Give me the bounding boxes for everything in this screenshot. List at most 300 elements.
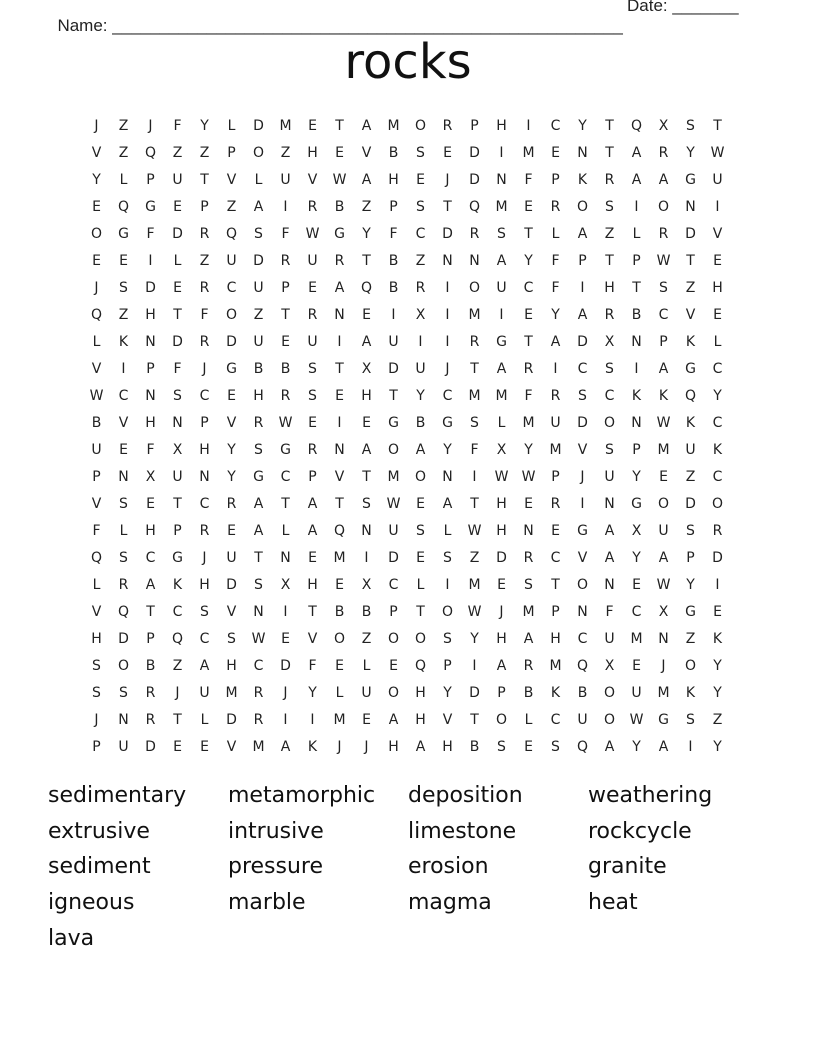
grid-letter: X (658, 117, 669, 134)
grid-letter: E (146, 495, 155, 512)
grid-letter: V (442, 711, 453, 728)
grid-letter: M (630, 630, 643, 647)
grid-letter: Y (362, 225, 371, 242)
grid-letter: S (254, 225, 263, 242)
grid-letter: V (118, 414, 129, 431)
grid-letter: S (92, 657, 101, 674)
grid-letter: S (92, 684, 101, 701)
grid-letter: U (361, 684, 372, 701)
word-bank-item: intrusive (228, 818, 324, 844)
grid-letter: A (415, 738, 426, 755)
grid-letter: G (442, 414, 453, 431)
grid-letter: T (173, 711, 182, 728)
grid-letter: J (499, 603, 504, 620)
grid-letter: R (307, 306, 318, 323)
grid-letter: D (145, 738, 156, 755)
grid-letter: J (202, 549, 207, 566)
grid-letter: S (443, 630, 452, 647)
grid-letter: A (199, 657, 210, 674)
grid-letter: Z (226, 198, 237, 215)
grid-letter: N (442, 252, 453, 269)
grid-letter: G (118, 225, 129, 242)
grid-letter: A (658, 549, 669, 566)
grid-letter: B (280, 360, 291, 377)
grid-letter: N (442, 468, 453, 485)
grid-letter: C (523, 279, 534, 296)
grid-letter: L (92, 333, 101, 350)
grid-letter: Q (90, 549, 103, 566)
grid-letter: H (145, 306, 156, 323)
word-bank-item: erosion (408, 854, 489, 880)
grid-letter: K (577, 171, 588, 188)
grid-letter: S (497, 225, 506, 242)
grid-letter: V (91, 144, 102, 161)
grid-letter: E (281, 630, 290, 647)
grid-letter: S (254, 576, 263, 593)
grid-letter: K (172, 576, 183, 593)
grid-letter: C (550, 711, 561, 728)
grid-letter: F (524, 171, 533, 188)
grid-letter: U (253, 279, 264, 296)
grid-letter: D (577, 414, 588, 431)
grid-letter: P (227, 144, 236, 161)
grid-letter: Z (685, 630, 696, 647)
grid-letter: R (550, 198, 561, 215)
grid-letter: Y (632, 468, 641, 485)
grid-letter: T (470, 360, 479, 377)
grid-letter: P (632, 252, 641, 269)
grid-letter: V (307, 171, 318, 188)
grid-letter: C (172, 603, 183, 620)
grid-letter: M (225, 684, 238, 701)
grid-letter: N (118, 711, 129, 728)
grid-letter: E (416, 171, 425, 188)
grid-letter: H (199, 576, 210, 593)
grid-letter: E (173, 279, 182, 296)
grid-letter: S (416, 522, 425, 539)
grid-letter: P (497, 684, 506, 701)
grid-letter: S (497, 738, 506, 755)
grid-letter: W (656, 414, 671, 431)
grid-letter: L (200, 711, 209, 728)
grid-letter: A (631, 171, 642, 188)
grid-letter: H (361, 387, 372, 404)
grid-letter: T (281, 495, 290, 512)
grid-letter: A (361, 333, 372, 350)
grid-letter: X (361, 576, 372, 593)
grid-letter: I (283, 711, 288, 728)
grid-letter: Y (578, 117, 587, 134)
grid-letter: F (551, 279, 560, 296)
grid-letter: A (604, 738, 615, 755)
grid-letter: A (307, 495, 318, 512)
grid-letter: A (631, 144, 642, 161)
grid-letter: L (551, 225, 560, 242)
grid-letter: R (523, 657, 534, 674)
grid-letter: C (712, 360, 723, 377)
grid-letter: T (524, 225, 533, 242)
grid-letter: R (118, 576, 129, 593)
grid-letter: B (334, 198, 345, 215)
grid-letter: R (253, 414, 264, 431)
grid-letter: A (604, 549, 615, 566)
grid-letter: C (226, 279, 237, 296)
grid-letter: O (711, 495, 724, 512)
grid-letter: E (92, 198, 101, 215)
grid-letter: E (551, 522, 560, 539)
grid-letter: G (496, 333, 507, 350)
grid-letter: B (388, 279, 399, 296)
grid-letter: A (361, 171, 372, 188)
grid-letter: N (658, 630, 669, 647)
grid-letter: T (308, 603, 317, 620)
grid-letter: T (173, 495, 182, 512)
letter-grid (83, 112, 731, 760)
word-bank-item: granite (588, 854, 667, 880)
grid-letter: A (496, 252, 507, 269)
grid-letter: B (577, 684, 588, 701)
grid-letter: T (200, 171, 209, 188)
grid-letter: U (91, 441, 102, 458)
grid-letter: R (469, 333, 480, 350)
grid-letter: G (685, 603, 696, 620)
grid-letter: C (145, 549, 156, 566)
grid-letter: E (227, 522, 236, 539)
grid-letter: T (605, 144, 614, 161)
grid-letter: Z (604, 225, 615, 242)
grid-letter: V (361, 144, 372, 161)
grid-letter: F (173, 360, 182, 377)
grid-letter: D (712, 549, 723, 566)
grid-letter: P (551, 468, 560, 485)
grid-letter: O (414, 117, 427, 134)
grid-letter: S (686, 117, 695, 134)
grid-letter: H (145, 414, 156, 431)
grid-letter: J (661, 657, 666, 674)
grid-letter: I (634, 360, 639, 377)
grid-letter: N (631, 414, 642, 431)
grid-letter: Y (416, 387, 425, 404)
grid-letter: S (524, 576, 533, 593)
grid-letter: H (496, 630, 507, 647)
grid-letter: U (658, 522, 669, 539)
grid-letter: A (280, 738, 291, 755)
grid-letter: E (308, 279, 317, 296)
grid-letter: P (92, 468, 101, 485)
grid-letter: I (337, 414, 342, 431)
grid-letter: M (468, 576, 481, 593)
grid-letter: I (283, 603, 288, 620)
grid-letter: I (634, 198, 639, 215)
grid-letter: M (549, 441, 562, 458)
grid-letter: I (445, 333, 450, 350)
grid-letter: A (523, 630, 534, 647)
grid-letter: E (173, 738, 182, 755)
grid-letter: O (225, 306, 238, 323)
grid-letter: L (362, 657, 371, 674)
grid-letter: Q (576, 738, 589, 755)
grid-letter: A (253, 495, 264, 512)
grid-letter: Z (469, 549, 480, 566)
grid-letter: D (226, 711, 237, 728)
grid-letter: C (550, 117, 561, 134)
grid-letter: Q (144, 144, 157, 161)
grid-letter: R (145, 684, 156, 701)
grid-letter: V (577, 549, 588, 566)
word-bank-item: metamorphic (228, 783, 376, 808)
word-bank-item: sedimentary (48, 783, 187, 808)
grid-letter: W (494, 468, 509, 485)
grid-letter: G (226, 360, 237, 377)
word-bank-item: extrusive (48, 818, 150, 844)
grid-letter: I (580, 495, 585, 512)
grid-letter: Y (524, 441, 533, 458)
grid-letter: X (361, 360, 372, 377)
grid-letter: Z (361, 630, 372, 647)
word-bank-item: weathering (588, 783, 713, 808)
grid-letter: P (443, 657, 452, 674)
grid-letter: Y (686, 144, 695, 161)
grid-letter: O (387, 684, 400, 701)
grid-letter: Y (713, 387, 722, 404)
grid-letter: E (308, 414, 317, 431)
word-bank-item: igneous (48, 890, 135, 916)
grid-letter: Z (253, 306, 264, 323)
grid-letter: U (253, 333, 264, 350)
grid-letter: H (550, 630, 561, 647)
grid-letter: U (226, 252, 237, 269)
grid-letter: B (253, 360, 264, 377)
grid-letter: I (364, 549, 369, 566)
grid-letter: M (387, 468, 400, 485)
grid-letter: R (145, 711, 156, 728)
grid-letter: Y (686, 576, 695, 593)
grid-letter: S (578, 387, 587, 404)
grid-letter: C (118, 387, 129, 404)
grid-letter: I (715, 576, 720, 593)
grid-letter: C (199, 630, 210, 647)
grid-letter: R (658, 225, 669, 242)
grid-letter: F (524, 387, 533, 404)
grid-letter: P (578, 252, 587, 269)
grid-letter: C (631, 603, 642, 620)
grid-letter: Y (713, 738, 722, 755)
grid-letter: N (496, 171, 507, 188)
grid-letter: E (119, 441, 128, 458)
grid-letter: U (307, 333, 318, 350)
grid-letter: I (472, 468, 477, 485)
grid-letter: T (713, 117, 722, 134)
grid-letter: Y (227, 441, 236, 458)
date-field-label: Date: _______ (627, 0, 739, 15)
grid-letter: F (308, 657, 317, 674)
word-bank-item: heat (588, 890, 638, 916)
grid-letter: E (281, 333, 290, 350)
grid-letter: N (577, 603, 588, 620)
grid-letter: J (445, 171, 450, 188)
grid-letter: T (173, 306, 182, 323)
grid-letter: Y (551, 306, 560, 323)
grid-letter: D (685, 495, 696, 512)
grid-letter: S (686, 522, 695, 539)
grid-letter: I (688, 738, 693, 755)
grid-letter: H (604, 279, 615, 296)
grid-letter: H (712, 279, 723, 296)
grid-letter: Q (630, 117, 643, 134)
grid-letter: I (337, 333, 342, 350)
grid-letter: K (631, 387, 642, 404)
grid-letter: X (172, 441, 183, 458)
grid-letter: U (577, 711, 588, 728)
grid-letter: O (603, 684, 616, 701)
grid-letter: V (91, 603, 102, 620)
grid-letter: U (118, 738, 129, 755)
grid-letter: C (604, 387, 615, 404)
grid-letter: O (468, 279, 481, 296)
grid-letter: R (280, 252, 291, 269)
grid-letter: R (199, 333, 210, 350)
grid-letter: E (92, 252, 101, 269)
grid-letter: A (253, 198, 264, 215)
grid-letter: E (335, 387, 344, 404)
grid-letter: Y (443, 684, 452, 701)
grid-letter: F (281, 225, 290, 242)
grid-letter: O (495, 711, 508, 728)
grid-letter: N (631, 333, 642, 350)
grid-letter: H (496, 117, 507, 134)
grid-letter: R (199, 279, 210, 296)
grid-letter: U (280, 171, 291, 188)
grid-letter: O (657, 198, 670, 215)
grid-letter: Y (632, 549, 641, 566)
grid-letter: P (686, 549, 695, 566)
grid-letter: L (497, 414, 506, 431)
grid-letter: F (92, 522, 101, 539)
grid-letter: T (389, 387, 398, 404)
grid-letter: W (278, 414, 293, 431)
grid-letter: W (467, 522, 482, 539)
grid-letter: I (526, 117, 531, 134)
grid-letter: E (362, 414, 371, 431)
grid-letter: K (307, 738, 318, 755)
grid-letter: Y (713, 684, 722, 701)
grid-letter: P (200, 414, 209, 431)
grid-letter: E (443, 144, 452, 161)
grid-letter: O (90, 225, 103, 242)
grid-letter: R (307, 198, 318, 215)
grid-letter: D (469, 171, 480, 188)
grid-letter: Y (227, 468, 236, 485)
grid-letter: E (227, 387, 236, 404)
grid-letter: S (605, 360, 614, 377)
grid-letter: M (522, 414, 535, 431)
grid-letter: N (685, 198, 696, 215)
grid-letter: C (415, 225, 426, 242)
grid-letter: F (173, 117, 182, 134)
grid-letter: Y (443, 441, 452, 458)
grid-letter: G (658, 711, 669, 728)
grid-letter: L (227, 117, 236, 134)
grid-letter: H (307, 144, 318, 161)
grid-letter: Z (361, 198, 372, 215)
grid-letter: W (332, 171, 347, 188)
grid-letter: N (199, 468, 210, 485)
grid-letter: E (524, 198, 533, 215)
grid-letter: P (632, 441, 641, 458)
grid-letter: K (712, 441, 723, 458)
grid-letter: I (445, 576, 450, 593)
grid-letter: S (308, 387, 317, 404)
grid-letter: Q (684, 387, 697, 404)
grid-letter: B (631, 306, 642, 323)
grid-letter: S (227, 630, 236, 647)
grid-letter: S (470, 414, 479, 431)
grid-letter: R (280, 387, 291, 404)
grid-letter: D (685, 225, 696, 242)
grid-letter: T (470, 495, 479, 512)
grid-letter: S (308, 360, 317, 377)
grid-letter: R (307, 441, 318, 458)
grid-letter: J (94, 117, 99, 134)
grid-letter: I (445, 306, 450, 323)
grid-letter: L (119, 171, 128, 188)
grid-letter: Y (470, 630, 479, 647)
grid-letter: W (386, 495, 401, 512)
grid-letter: W (89, 387, 104, 404)
grid-letter: B (145, 657, 156, 674)
grid-letter: E (551, 144, 560, 161)
grid-letter: J (364, 738, 369, 755)
grid-letter: B (361, 603, 372, 620)
grid-letter: M (495, 387, 508, 404)
grid-letter: R (604, 306, 615, 323)
word-bank-item: rockcycle (588, 818, 692, 844)
grid-letter: Y (713, 657, 722, 674)
grid-letter: E (497, 576, 506, 593)
grid-letter: I (310, 711, 315, 728)
grid-letter: K (118, 333, 129, 350)
grid-letter: D (280, 657, 291, 674)
grid-letter: N (334, 441, 345, 458)
grid-letter: P (389, 603, 398, 620)
grid-letter: P (389, 198, 398, 215)
grid-letter: R (226, 495, 237, 512)
grid-letter: W (656, 576, 671, 593)
grid-letter: J (580, 468, 585, 485)
grid-letter: G (631, 495, 642, 512)
grid-letter: N (145, 387, 156, 404)
grid-letter: H (442, 738, 453, 755)
grid-letter: I (121, 360, 126, 377)
grid-letter: P (146, 630, 155, 647)
grid-letter: N (280, 549, 291, 566)
grid-letter: E (713, 603, 722, 620)
grid-letter: E (524, 738, 533, 755)
grid-letter: T (335, 360, 344, 377)
grid-letter: K (550, 684, 561, 701)
grid-letter: H (388, 738, 399, 755)
grid-letter: G (280, 441, 291, 458)
grid-letter: O (576, 576, 589, 593)
grid-letter: M (387, 117, 400, 134)
grid-letter: F (389, 225, 398, 242)
grid-letter: W (521, 468, 536, 485)
grid-letter: S (443, 549, 452, 566)
grid-letter: F (200, 306, 209, 323)
grid-letter: M (522, 144, 535, 161)
grid-letter: U (388, 522, 399, 539)
grid-letter: P (200, 198, 209, 215)
